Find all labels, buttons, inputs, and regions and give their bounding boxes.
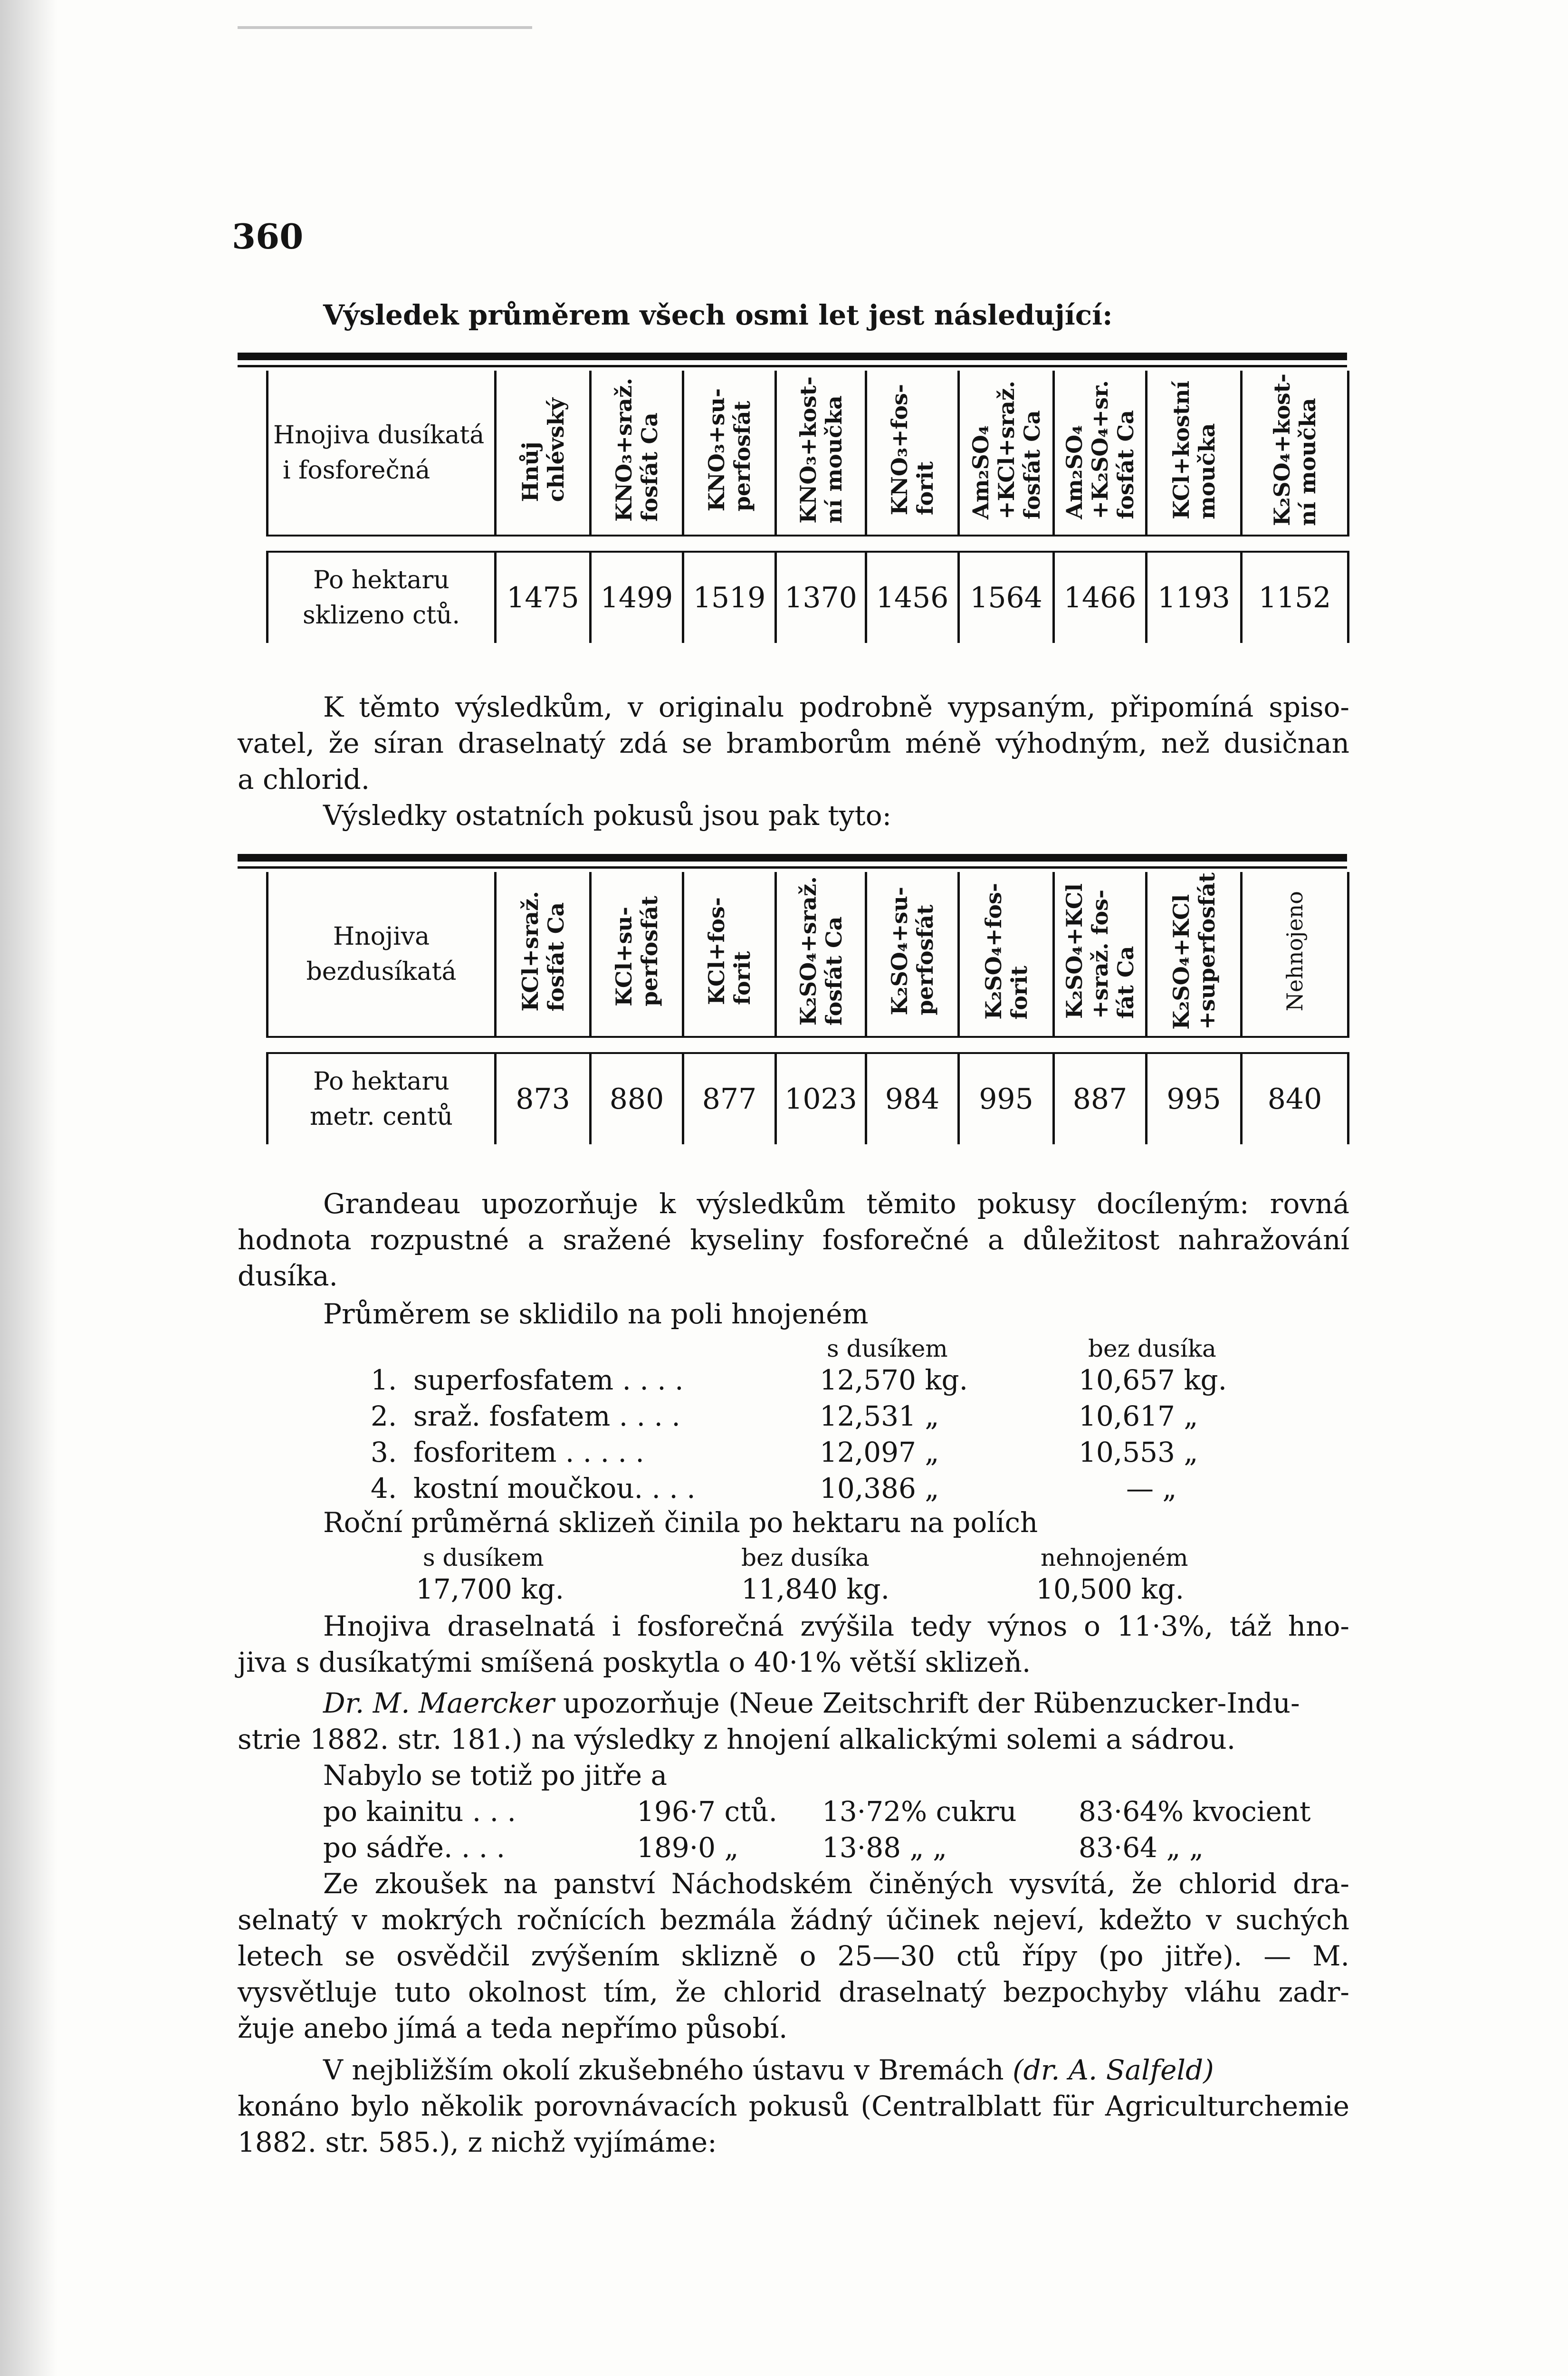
paragraph-11-line3: 1882. str. 585.), z nichž vyjímáme: bbox=[238, 2126, 717, 2158]
paragraph-11-line1 bbox=[323, 2052, 1349, 2088]
table2-value-label-line2: metr. centů bbox=[310, 1102, 453, 1131]
table1-value: 1519 bbox=[683, 552, 776, 643]
table1-value-row bbox=[268, 552, 1348, 643]
paragraph-5: Průměrem se sklidilo na poli hnojeném bbox=[323, 1298, 869, 1330]
list1-label: fosforitem . . . . . bbox=[413, 1436, 644, 1468]
list1-without-n: — „ bbox=[1126, 1472, 1177, 1504]
paragraph-8-line1-rest: upozorňuje (Neue Zeitschrift der Rübenzucker-Indu- bbox=[563, 1687, 1300, 1719]
paragraph-2-line1: K těmto výsledkům, v originalu podrobně vypsaným, připomíná spiso- bbox=[323, 691, 1349, 723]
table2-header bbox=[776, 872, 866, 1037]
list3-ct: 196·7 ctů. bbox=[637, 1795, 778, 1828]
intro-sentence: Výsledek průměrem všech osmi let jest následující: bbox=[323, 299, 1113, 331]
paragraph-4-line1: Grandeau upozorňuje k výsledkům těmito pokusy docíleným: rovná bbox=[323, 1188, 1349, 1220]
table2-header bbox=[866, 872, 959, 1037]
table1-header bbox=[866, 371, 959, 536]
table1-value: 1152 bbox=[1242, 552, 1348, 643]
table1-header-text: KNO₃+kost- ní moučka bbox=[795, 376, 847, 524]
table2-top-rule bbox=[238, 854, 1347, 862]
list1-with-n: 12,570 kg. bbox=[820, 1364, 968, 1396]
list2-col-header: nehnojeném bbox=[1041, 1544, 1188, 1571]
paragraph-10-line5: žuje anebo jímá a teda nepřímo působí. bbox=[238, 2012, 788, 2044]
table2-value: 984 bbox=[866, 1053, 959, 1144]
table1-header-text: KCl+kostní moučka bbox=[1168, 380, 1220, 519]
table2-header bbox=[1242, 872, 1348, 1037]
paragraph-10-line3: letech se osvědčil zvýšením sklizně o 25—30 ctů řípy (po jitře). — M. bbox=[238, 1940, 1349, 1972]
paragraph-8-line2: strie 1882. str. 181.) na výsledky z hnojení alkalickými solemi a sádrou. bbox=[238, 1723, 1236, 1755]
table1-header bbox=[959, 371, 1054, 536]
list1-without-n: 10,657 kg. bbox=[1079, 1364, 1227, 1396]
table1-row-label-line2: i fosforečná bbox=[283, 456, 430, 485]
table2-value: 995 bbox=[959, 1053, 1054, 1144]
table2-header bbox=[683, 872, 776, 1037]
list3-quotient: 83·64% kvocient bbox=[1079, 1795, 1311, 1828]
paragraph-6: Roční průměrná sklizeň činila po hektaru na polích bbox=[323, 1506, 1038, 1539]
paragraph-7-line2: jiva s dusíkatými smíšená poskytla o 40·1% větší sklizeň. bbox=[238, 1646, 1031, 1678]
table2-top-rule-thin bbox=[238, 866, 1347, 869]
table2-header bbox=[591, 872, 683, 1037]
table2-row-label bbox=[268, 872, 496, 1037]
list1-col-header-2: bez dusíka bbox=[1088, 1335, 1216, 1362]
table2-value: 1023 bbox=[776, 1053, 866, 1144]
table2-header-text: Nehnojeno bbox=[1282, 891, 1308, 1012]
list3-quotient: 83·64 „ „ bbox=[1079, 1831, 1204, 1864]
table1-header-row bbox=[268, 371, 1348, 536]
table1-value: 1456 bbox=[866, 552, 959, 643]
list1-num: 1. bbox=[371, 1364, 397, 1396]
paragraph-2-line2: vatel, že síran draselnatý zdá se bramborům méně výhodným, než dusičnan bbox=[238, 727, 1349, 759]
table2-header bbox=[1054, 872, 1147, 1037]
table2-value: 995 bbox=[1147, 1053, 1242, 1144]
table2-row-label-line1: Hnojiva bbox=[333, 922, 430, 951]
table1-header bbox=[1242, 371, 1348, 536]
table2-value-label bbox=[268, 1053, 496, 1144]
table1-header-text: KNO₃+su- perfosfát bbox=[704, 388, 755, 512]
table2-header bbox=[496, 872, 591, 1037]
list2-col-header: s dusíkem bbox=[423, 1544, 544, 1571]
table1-header bbox=[1147, 371, 1242, 536]
list2-value: 11,840 kg. bbox=[741, 1573, 890, 1605]
table1 bbox=[266, 371, 1349, 643]
list1-col-header-1: s dusíkem bbox=[827, 1335, 948, 1362]
list3-label: po sádře. . . . bbox=[323, 1831, 506, 1864]
table1-value: 1370 bbox=[776, 552, 866, 643]
list3-sugar: 13·88 „ „ bbox=[822, 1831, 947, 1864]
list1-label: sraž. fosfatem . . . . bbox=[413, 1400, 680, 1432]
table1-value-label-line2: sklizeno ctů. bbox=[303, 601, 460, 630]
paragraph-2-line3: a chlorid. bbox=[238, 763, 370, 795]
table1-value: 1475 bbox=[496, 552, 591, 643]
list1-label: superfosfatem . . . . bbox=[413, 1364, 684, 1396]
table2-double-rule bbox=[268, 1037, 1348, 1053]
paragraph-11-line1-text: V nejbližším okolí zkušebného ústavu v Bremách bbox=[323, 2054, 1004, 2086]
table1-header bbox=[683, 371, 776, 536]
list1-without-n: 10,617 „ bbox=[1079, 1400, 1198, 1432]
paragraph-11-line2: konáno bylo několik porovnávacích pokusů (Centralblatt für Agriculturchemie bbox=[238, 2090, 1349, 2122]
table1-value: 1564 bbox=[959, 552, 1054, 643]
table2-value-row bbox=[268, 1053, 1348, 1144]
table2-header-text: K₂SO₄+fos- forit bbox=[980, 882, 1032, 1020]
paragraph-9: Nabylo se totiž po jitře a bbox=[323, 1759, 668, 1792]
table1-header-text: Hnůj chlévský bbox=[517, 397, 569, 502]
table1-value: 1499 bbox=[591, 552, 683, 643]
table2-value: 840 bbox=[1242, 1053, 1348, 1144]
table2-header-text: KCl+sraž. fosfát Ca bbox=[517, 891, 569, 1012]
table1-top-rule-thin bbox=[238, 365, 1347, 367]
table2-header-text: K₂SO₄+KCl +sraž. fos- fát Ca bbox=[1061, 883, 1138, 1019]
table2 bbox=[266, 872, 1349, 1144]
table1-divider-row bbox=[268, 536, 1348, 552]
list2-col-header: bez dusíka bbox=[741, 1544, 870, 1571]
table2-header-text: KCl+fos- forit bbox=[704, 897, 755, 1005]
table2-header-text: KCl+su- perfosfát bbox=[611, 896, 662, 1006]
table1-value: 1466 bbox=[1054, 552, 1147, 643]
table1-header-text: KNO₃+fos- forit bbox=[887, 384, 938, 516]
paragraph-10-line1: Ze zkoušek na panství Náchodském činěných vysvítá, že chlorid dra- bbox=[323, 1868, 1349, 1900]
list1-with-n: 12,531 „ bbox=[820, 1400, 939, 1432]
table1-header-text: K₂SO₄+kost- ní moučka bbox=[1269, 374, 1320, 526]
scan-shadow bbox=[0, 0, 57, 2376]
list1-without-n: 10,553 „ bbox=[1079, 1436, 1198, 1468]
table1-value-label bbox=[268, 552, 496, 643]
table1-header-text: Am₂SO₄ +KCl+sraž. fosfát Ca bbox=[967, 380, 1045, 519]
paragraph-10-line4: vysvětluje tuto okolnost tím, že chlorid draselnatý bezpochyby vláhu zadr- bbox=[238, 1976, 1349, 2008]
table2-value: 873 bbox=[496, 1053, 591, 1144]
table1-header-text: Am₂SO₄ +K₂SO₄+sr. fosfát Ca bbox=[1061, 380, 1138, 519]
table2-value: 880 bbox=[591, 1053, 683, 1144]
table2-value-label-line1: Po hektaru bbox=[313, 1067, 449, 1096]
cited-author: (dr. A. Salfeld) bbox=[1013, 2054, 1214, 2086]
table1-double-rule bbox=[268, 536, 1348, 552]
author-name: Dr. M. Maercker bbox=[323, 1687, 555, 1719]
table2-divider-row bbox=[268, 1037, 1348, 1053]
table2-value: 887 bbox=[1054, 1053, 1147, 1144]
table2-header bbox=[959, 872, 1054, 1037]
list1-num: 2. bbox=[371, 1400, 397, 1432]
paragraph-4-line3: dusíka. bbox=[238, 1260, 338, 1292]
table1-value: 1193 bbox=[1147, 552, 1242, 643]
list1-label: kostní moučkou. . . . bbox=[413, 1472, 696, 1504]
paragraph-8-line1 bbox=[323, 1685, 1300, 1721]
paragraph-3: Výsledky ostatních pokusů jsou pak tyto: bbox=[323, 799, 892, 832]
page-number: 360 bbox=[232, 216, 304, 257]
table2-header-row bbox=[268, 872, 1348, 1037]
table2-header-text: K₂SO₄+KCl +superfosfát bbox=[1168, 872, 1220, 1030]
table1-header bbox=[776, 371, 866, 536]
table2-header-text: K₂SO₄+su- perfosfát bbox=[887, 887, 938, 1016]
table2-value: 877 bbox=[683, 1053, 776, 1144]
table2-header bbox=[1147, 872, 1242, 1037]
table1-header bbox=[1054, 371, 1147, 536]
scan-artifact bbox=[238, 26, 532, 29]
list1-num: 3. bbox=[371, 1436, 397, 1468]
list3-ct: 189·0 „ bbox=[637, 1831, 739, 1864]
list3-sugar: 13·72% cukru bbox=[822, 1795, 1017, 1828]
table2-row-label-line2: bezdusíkatá bbox=[306, 957, 457, 986]
table1-header bbox=[591, 371, 683, 536]
table1-value-label-line1: Po hektaru bbox=[313, 566, 449, 594]
table1-top-rule bbox=[238, 353, 1347, 360]
paragraph-10-line2: selnatý v mokrých ročnících bezmála žádný účinek nejeví, kdežto v suchých bbox=[238, 1904, 1349, 1936]
list1-num: 4. bbox=[371, 1472, 397, 1504]
list1-with-n: 10,386 „ bbox=[820, 1472, 939, 1504]
paragraph-7-line1: Hnojiva draselnatá i fosforečná zvýšila tedy výnos o 11·3%, táž hno- bbox=[323, 1610, 1349, 1642]
paragraph-4-line2: hodnota rozpustné a sražené kyseliny fosforečné a důležitost nahražování bbox=[238, 1224, 1349, 1256]
table2-header-text: K₂SO₄+sraž. fosfát Ca bbox=[795, 876, 847, 1026]
table1-row-label-line1: Hnojiva dusíkatá bbox=[273, 421, 485, 450]
table1-row-label bbox=[268, 371, 496, 536]
table1-header bbox=[496, 371, 591, 536]
table1-header-text: KNO₃+sraž. fosfát Ca bbox=[611, 378, 662, 522]
list2-value: 10,500 kg. bbox=[1036, 1573, 1185, 1605]
list3-label: po kainitu . . . bbox=[323, 1795, 516, 1828]
list1-with-n: 12,097 „ bbox=[820, 1436, 939, 1468]
list2-value: 17,700 kg. bbox=[416, 1573, 564, 1605]
